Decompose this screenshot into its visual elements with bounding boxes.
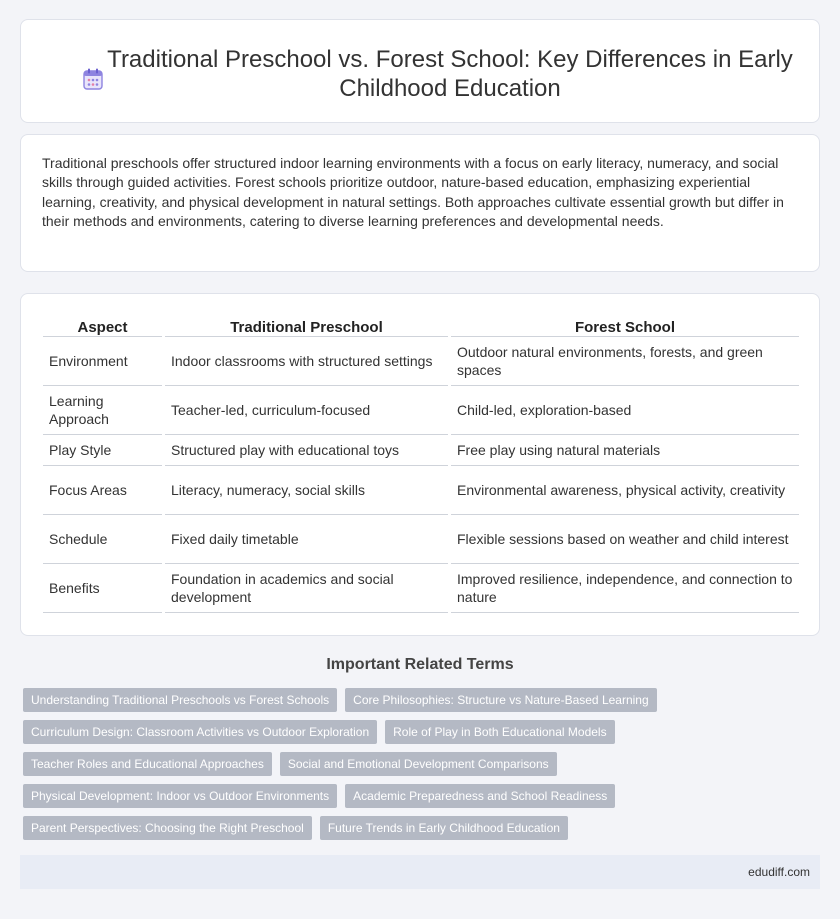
intro-paragraph: Traditional preschools offer structured indoor learning environments with a focus on early literacy, numeracy, and social skills through guided activities. Forest schools prioritize outdoor, nature-based education, emphasizing experiential learning, creativity, and physical development in natural settings. Both approaches cultivate essential growth but differ in their methods and environments, catering to diverse learning preferences and developmental needs. — [42, 155, 784, 229]
related-term-tag[interactable]: Academic Preparedness and School Readiness — [345, 784, 615, 808]
column-header-aspect: Aspect — [43, 315, 162, 337]
table-cell-aspect: Benefits — [43, 564, 162, 613]
table-cell-forest: Flexible sessions based on weather and child interest — [451, 515, 799, 564]
table-cell-traditional: Teacher-led, curriculum-focused — [165, 386, 448, 435]
table-cell-aspect: Schedule — [43, 515, 162, 564]
related-terms-list — [23, 688, 813, 840]
related-term-tag[interactable]: Role of Play in Both Educational Models — [385, 720, 614, 744]
table-cell-aspect: Learning Approach — [43, 386, 162, 435]
intro-card — [20, 134, 820, 272]
table-row — [43, 564, 799, 613]
table-row — [43, 386, 799, 435]
related-term-tag[interactable]: Understanding Traditional Preschools vs Forest Schools — [23, 688, 337, 712]
table-cell-forest: Free play using natural materials — [451, 435, 799, 466]
table-row — [43, 435, 799, 466]
table-cell-aspect: Play Style — [43, 435, 162, 466]
related-term-tag[interactable]: Physical Development: Indoor vs Outdoor Environments — [23, 784, 337, 808]
related-term-tag[interactable]: Future Trends in Early Childhood Education — [320, 816, 568, 840]
table-row — [43, 466, 799, 515]
related-term-tag[interactable]: Teacher Roles and Educational Approaches — [23, 752, 272, 776]
table-cell-traditional: Literacy, numeracy, social skills — [165, 466, 448, 515]
table-cell-forest: Improved resilience, independence, and connection to nature — [451, 564, 799, 613]
table-cell-forest: Child-led, exploration-based — [451, 386, 799, 435]
footer — [20, 855, 820, 889]
table-cell-traditional: Structured play with educational toys — [165, 435, 448, 466]
column-header-traditional: Traditional Preschool — [165, 315, 448, 337]
table-cell-forest: Outdoor natural environments, forests, and green spaces — [451, 337, 799, 386]
column-header-forest: Forest School — [451, 315, 799, 337]
table-cell-traditional: Foundation in academics and social development — [165, 564, 448, 613]
related-term-tag[interactable]: Parent Perspectives: Choosing the Right Preschool — [23, 816, 312, 840]
table-row — [43, 337, 799, 386]
related-term-tag[interactable]: Core Philosophies: Structure vs Nature-Based Learning — [345, 688, 657, 712]
related-terms-heading: Important Related Terms — [326, 656, 514, 673]
calendar-icon — [83, 68, 103, 90]
table-row — [43, 515, 799, 564]
title-card — [20, 19, 820, 123]
table-cell-forest: Environmental awareness, physical activity, creativity — [451, 466, 799, 515]
page-title: Traditional Preschool vs. Forest School: Key Differences in Early Childhood Education — [107, 46, 793, 102]
footer-site-link[interactable]: edudiff.com — [748, 865, 810, 879]
table-cell-aspect: Environment — [43, 337, 162, 386]
table-cell-aspect: Focus Areas — [43, 466, 162, 515]
related-term-tag[interactable]: Social and Emotional Development Comparisons — [280, 752, 557, 776]
table-header-row — [43, 315, 799, 337]
table-cell-traditional: Fixed daily timetable — [165, 515, 448, 564]
table-cell-traditional: Indoor classrooms with structured settings — [165, 337, 448, 386]
comparison-card — [20, 293, 820, 636]
comparison-table — [43, 315, 799, 613]
related-term-tag[interactable]: Curriculum Design: Classroom Activities vs Outdoor Exploration — [23, 720, 377, 744]
